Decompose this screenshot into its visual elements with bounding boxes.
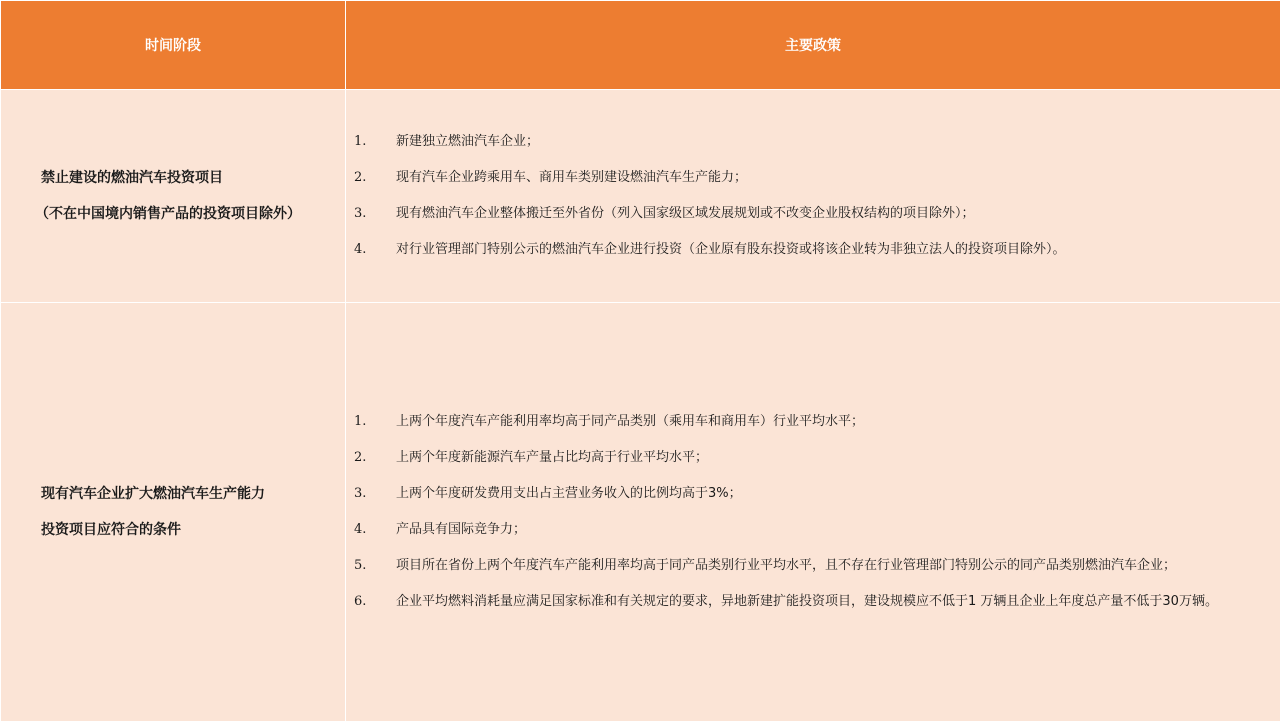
item-text: 上两个年度汽车产能利用率均高于同产品类别（乘用车和商用车）行业平均水平； [396,410,1270,434]
item-text: 新建独立燃油汽车企业； [396,130,1270,154]
stage-note: （不在中国境内销售产品的投资项目除外） [35,196,345,232]
item-number: 4. [346,518,396,542]
list-item [346,410,1270,434]
item-number: 5. [346,554,396,578]
policy-list [346,130,1270,262]
item-text: 上两个年度研发费用支出占主营业务收入的比例均高于3%； [396,482,1270,506]
list-item [346,482,1270,506]
item-number: 6. [346,590,396,614]
item-number: 4. [346,238,396,262]
table-row [1,90,1280,303]
list-item [346,590,1270,614]
item-text: 上两个年度新能源汽车产量占比均高于行业平均水平； [396,446,1270,470]
list-item [346,202,1270,226]
item-number: 3. [346,482,396,506]
item-number: 3. [346,202,396,226]
list-item [346,518,1270,542]
stage-title: 禁止建设的燃油汽车投资项目 [41,160,345,196]
item-text: 现有燃油汽车企业整体搬迁至外省份（列入国家级区域发展规划或不改变企业股权结构的项目除外）； [396,202,1270,226]
list-item [346,130,1270,154]
item-text: 项目所在省份上两个年度汽车产能利用率均高于同产品类别行业平均水平，且不存在行业管理部门特别公示的同产品类别燃油汽车企业； [396,554,1270,578]
list-item [346,238,1270,262]
policy-cell [346,303,1280,722]
policy-cell [346,90,1280,303]
header-policy: 主要政策 [346,1,1280,90]
item-text: 现有汽车企业跨乘用车、商用车类别建设燃油汽车生产能力； [396,166,1270,190]
stage-cell [1,303,346,722]
item-text: 对行业管理部门特别公示的燃油汽车企业进行投资（企业原有股东投资或将该企业转为非独立法人的投资项目除外）。 [396,238,1270,262]
item-number: 2. [346,166,396,190]
header-row [1,1,1280,90]
stage-note: 投资项目应符合的条件 [41,512,345,548]
header-stage: 时间阶段 [1,1,346,90]
item-text: 企业平均燃料消耗量应满足国家标准和有关规定的要求，异地新建扩能投资项目，建设规模应不低于1 万辆且企业上年度总产量不低于30万辆。 [396,590,1270,614]
table-row [1,303,1280,722]
item-number: 1. [346,410,396,434]
item-number: 1. [346,130,396,154]
stage-title: 现有汽车企业扩大燃油汽车生产能力 [41,476,345,512]
item-number: 2. [346,446,396,470]
policy-list [346,410,1270,614]
list-item [346,166,1270,190]
list-item [346,554,1270,578]
list-item [346,446,1270,470]
stage-cell [1,90,346,303]
item-text: 产品具有国际竞争力； [396,518,1270,542]
